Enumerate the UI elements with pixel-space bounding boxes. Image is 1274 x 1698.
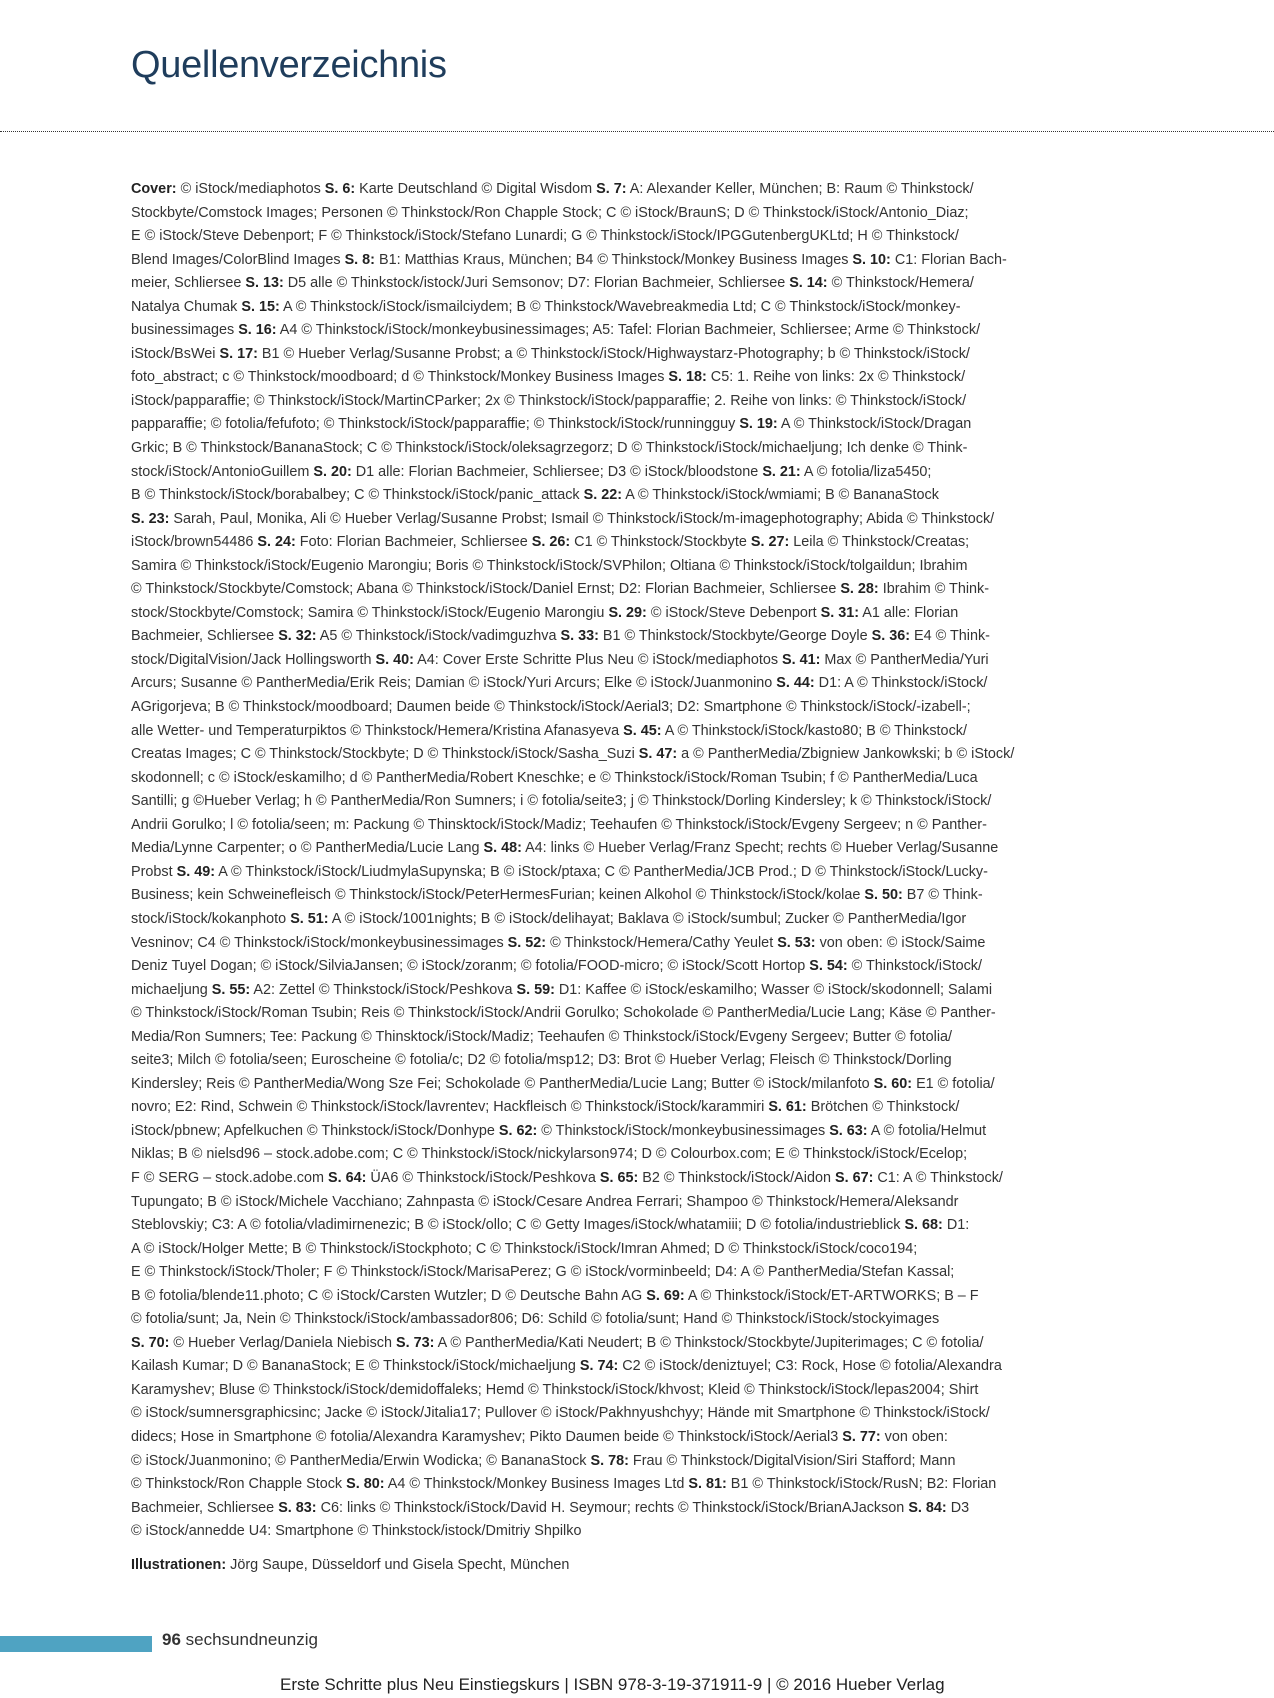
- credits-line: [131, 437, 1123, 461]
- credit-text: © Thinkstock/Hemera/: [827, 275, 974, 292]
- page-reference: S. 68:: [904, 1217, 943, 1234]
- credit-text: iStock/brown54486: [131, 534, 258, 551]
- page-reference: S. 63:: [829, 1122, 868, 1139]
- page-reference: S. 54:: [809, 958, 848, 975]
- credits-line: [131, 484, 1123, 508]
- page-reference: S. 28:: [840, 581, 879, 598]
- credits-line: [131, 932, 1123, 956]
- credit-text: Media/Lynne Carpenter; o © PantherMedia/Lucie Lang: [131, 840, 484, 857]
- credit-text: stock/Stockbyte/Comstock; Samira © Thinkstock/iStock/Eugenio Marongiu: [131, 604, 609, 621]
- page-reference: S. 8:: [344, 251, 375, 268]
- page-reference: S. 59:: [516, 981, 555, 998]
- page-reference: S. 53:: [777, 934, 816, 951]
- credit-text: Deniz Tuyel Dogan; © iStock/SilviaJansen; © iStock/zoranm; © fotolia/FOOD-micro; © iStock/Scott Hortop: [131, 958, 810, 975]
- page-reference: S. 65:: [599, 1169, 639, 1186]
- credits-line: [131, 178, 1123, 202]
- credit-text: foto_abstract; c © Thinkstock/moodboard; d © Thinkstock/Monkey Business Images: [131, 369, 669, 386]
- credit-text: C1 © Thinkstock/Stockbyte: [570, 534, 751, 551]
- credits-line: [131, 884, 1123, 908]
- credits-line: [131, 1426, 1123, 1450]
- credit-text: Creatas Images; C © Thinkstock/Stockbyte; D © Thinkstock/iStock/Sasha_Suzi: [131, 746, 639, 763]
- page-reference: S. 52:: [507, 934, 547, 951]
- credit-text: E © Thinkstock/iStock/Tholer; F © Thinkstock/iStock/MarisaPerez; G © iStock/vorminbeeld; D4: A © PantherMedia/Stefan Kassal;: [131, 1264, 955, 1281]
- page-reference: S. 40:: [375, 651, 414, 668]
- credit-text: Sarah, Paul, Monika, Ali © Hueber Verlag/Susanne Probst; Ismail © Thinkstock/iStock/m-imagephotography; Abida © Thinkstock/: [169, 510, 995, 527]
- credit-text: Karamyshev; Bluse © Thinkstock/iStock/demidoffaleks; Hemd © Thinkstock/iStock/khvost; Kleid © Thinkstock/iStock/lepas2004; Shirt: [131, 1381, 979, 1398]
- credits-line: [131, 1473, 1123, 1497]
- credit-text: Frau © Thinkstock/DigitalVision/Siri Stafford; Mann: [628, 1452, 956, 1469]
- credit-text: ÜA6 © Thinkstock/iStock/Peshkova: [366, 1169, 600, 1186]
- credit-text: alle Wetter- und Temperaturpiktos © Thinkstock/Hemera/Kristina Afanasyeva: [131, 722, 624, 739]
- credit-text: Andrii Gorulko; l © fotolia/seen; m: Packung © Thinsktock/iStock/Madiz; Teehaufen © Thinkstock/iStock/Evgeny Sergeev; n © Panther-: [131, 816, 987, 833]
- credits-line: [131, 1379, 1123, 1403]
- credits-line: [131, 1497, 1123, 1521]
- credit-text: A © iStock/1001nights; B © iStock/delihayat; Baklava © iStock/sumbul; Zucker © PantherMedia/Igor: [328, 910, 967, 927]
- credits-line: [131, 296, 1123, 320]
- page-reference: S. 74:: [579, 1358, 619, 1375]
- page-reference: S. 36:: [871, 628, 911, 645]
- credit-text: Media/Ron Sumners; Tee: Packung © Thinsktock/iStock/Madiz; Teehaufen © Thinkstock/iStock/Evgeny Sergeev; Butter © fotolia/: [131, 1028, 953, 1045]
- credit-text: B © fotolia/blende11.photo; C © iStock/Carsten Wutzler; D © Deutsche Bahn AG: [131, 1287, 647, 1304]
- credit-text: © iStock/Steve Debenport: [646, 604, 821, 621]
- credit-text: A © fotolia/liza5450;: [800, 463, 932, 480]
- illustrations-credit: [131, 1557, 569, 1573]
- page-reference: S. 13:: [245, 275, 284, 292]
- credit-text: E © iStock/Steve Debenport; F © Thinkstock/iStock/Stefano Lunardi; G © Thinkstock/iStock/IPGGutenbergUKLtd; H © Thinkstock/: [131, 228, 959, 245]
- page-reference: S. 61:: [768, 1099, 807, 1116]
- imprint-line: Erste Schritte plus Neu Einstiegskurs | ISBN 978-3-19-371911-9 | © 2016 Hueber Verlag: [280, 1675, 945, 1694]
- credit-text: A © Thinkstock/iStock/Dragan: [777, 416, 972, 433]
- credit-text: meier, Schliersee: [131, 275, 246, 292]
- credit-text: E4 © Think-: [910, 628, 990, 645]
- credit-text: D5 alle © Thinkstock/istock/Juri Semsonov; D7: Florian Bachmeier, Schliersee: [283, 275, 790, 292]
- page-reference: S. 15:: [241, 298, 280, 315]
- credit-text: Vesninov; C4 © Thinkstock/iStock/monkeybusinessimages: [131, 934, 508, 951]
- credit-text: © Thinkstock/iStock/: [847, 958, 982, 975]
- credit-text: B1: Matthias Kraus, München; B4 © Thinkstock/Monkey Business Images: [374, 251, 853, 268]
- page-reference: S. 67:: [835, 1169, 874, 1186]
- credit-text: stock/iStock/AntonioGuillem: [131, 463, 314, 480]
- credit-text: © Thinkstock/iStock/Roman Tsubin; Reis © Thinkstock/iStock/Andrii Gorulko; Schokolade © PantherMedia/Lucie Lang; Käse © Panther-: [131, 1005, 996, 1022]
- credits-line: [131, 1073, 1123, 1097]
- credit-text: C2 © iStock/deniztuyel; C3: Rock, Hose © fotolia/Alexandra: [618, 1358, 1002, 1375]
- credit-text: A1 alle: Florian: [859, 604, 959, 621]
- credit-text: A © PantherMedia/Kati Neudert; B © Thinkstock/Stockbyte/Jupiterimages; C © fotolia/: [434, 1334, 984, 1351]
- credit-text: Grkic; B © Thinkstock/BananaStock; C © Thinkstock/iStock/oleksagrzegorz; D © Thinkstock/iStock/michaeljung; Ich denke © Think-: [131, 440, 968, 457]
- credit-text: A © Thinkstock/iStock/kasto80; B © Thinkstock/: [661, 722, 967, 739]
- credit-text: A © fotolia/Helmut: [867, 1122, 987, 1139]
- credit-text: von oben: © iStock/Saime: [815, 934, 986, 951]
- credit-text: © Thinkstock/Stockbyte/Comstock; Abana © Thinkstock/iStock/Daniel Ernst; D2: Florian Bachmeier, Schliersee: [131, 581, 841, 598]
- credit-text: B1 © Thinkstock/iStock/RusN; B2: Florian: [726, 1476, 997, 1493]
- credits-line: [131, 814, 1123, 838]
- page-reference: S. 49:: [176, 863, 215, 880]
- footer-accent-bar: [0, 1636, 152, 1652]
- credits-line: [131, 979, 1123, 1003]
- credit-text: B1 © Thinkstock/Stockbyte/George Doyle: [598, 628, 872, 645]
- page-reference: S. 17:: [219, 345, 258, 362]
- credit-text: B1 © Hueber Verlag/Susanne Probst; a © Thinkstock/iStock/Highwaystarz-Photography; b © Thinkstock/iStock/: [257, 345, 970, 362]
- credit-text: stock/DigitalVision/Jack Hollingsworth: [131, 651, 376, 668]
- credit-text: AGrigorjeva; B © Thinkstock/moodboard; Daumen beide © Thinkstock/iStock/Aerial3; D2: Smartphone © Thinkstock/iStock/-izabell-;: [131, 699, 971, 716]
- credit-text: D3: [946, 1499, 970, 1516]
- credits-line: [131, 272, 1123, 296]
- dotted-divider: [0, 131, 1274, 132]
- credit-text: B © Thinkstock/iStock/borabalbey; C © Thinkstock/iStock/panic_attack: [131, 487, 584, 504]
- credit-text: Ibrahim © Think-: [878, 581, 990, 598]
- credit-text: Natalya Chumak: [131, 298, 242, 315]
- credit-text: Karte Deutschland © Digital Wisdom: [355, 181, 597, 197]
- credit-text: D1:: [942, 1217, 970, 1234]
- credits-line: [131, 767, 1123, 791]
- page-reference: S. 7:: [596, 181, 627, 197]
- credits-line: [131, 390, 1123, 414]
- credits-line: [131, 1238, 1123, 1262]
- credit-text: Niklas; B © nielsd96 – stock.adobe.com; C © Thinkstock/iStock/nickylarson974; D © Colourbox.com; E © Thinkstock/iStock/Ecelop;: [131, 1146, 968, 1163]
- credits-line: [131, 202, 1123, 226]
- credit-text: skodonnell; c © iStock/eskamilho; d © PantherMedia/Robert Kneschke; e © Thinkstock/iStock/Roman Tsubin; f © PantherMedia/Luca: [131, 769, 978, 786]
- credit-text: iStock/BsWei: [131, 345, 220, 362]
- page-reference: S. 6:: [324, 181, 356, 197]
- credit-text: a © PantherMedia/Zbigniew Jankowkski; b © iStock/: [677, 746, 1015, 763]
- credits-line: [131, 602, 1123, 626]
- credits-line: [131, 955, 1123, 979]
- credit-text: Stockbyte/Comstock Images; Personen © Thinkstock/Ron Chapple Stock; C © iStock/BraunS; D © Thinkstock/iStock/Antonio_Diaz;: [131, 204, 969, 221]
- page-reference: S. 19:: [739, 416, 778, 433]
- page-reference: S. 84:: [908, 1499, 947, 1516]
- credits-line: [131, 1049, 1123, 1073]
- credits-line: [131, 1261, 1123, 1285]
- page-number-word: sechsundneunzig: [180, 1630, 318, 1649]
- credit-text: A4: Cover Erste Schritte Plus Neu © iStock/mediaphotos: [413, 651, 783, 668]
- credit-text: A © Thinkstock/iStock/ET-ARTWORKS; B – F: [684, 1287, 979, 1304]
- credits-line: [131, 249, 1123, 273]
- page-reference: Cover:: [131, 181, 177, 197]
- page-reference: S. 78:: [590, 1452, 629, 1469]
- page-reference: S. 44:: [776, 675, 815, 692]
- credits-line: [131, 720, 1123, 744]
- credit-text: A4 © Thinkstock/iStock/monkeybusinessimages; A5: Tafel: Florian Bachmeier, Schliersee; Arme © Thinkstock/: [276, 322, 981, 339]
- credit-text: A4 © Thinkstock/Monkey Business Images Ltd: [384, 1476, 689, 1493]
- credit-text: © iStock/mediaphotos: [176, 181, 325, 197]
- credits-line: [131, 672, 1123, 696]
- page-reference: S. 29:: [608, 604, 647, 621]
- credit-text: Kindersley; Reis © PantherMedia/Wong Sze Fei; Schokolade © PantherMedia/Lucie Lang; Butter © iStock/milanfoto: [131, 1075, 874, 1092]
- page-reference: S. 64:: [327, 1169, 367, 1186]
- credit-text: michaeljung: [131, 981, 212, 998]
- credits-line: [131, 1143, 1123, 1167]
- credit-text: © iStock/sumnersgraphicsinc; Jacke © iStock/Jitalia17; Pullover © iStock/Pakhnyushchyy; Hände mit Smartphone © Thinkstock/iStock/: [131, 1405, 990, 1422]
- credit-text: stock/iStock/kokanphoto: [131, 910, 291, 927]
- illustrations-label: Illustrationen:: [131, 1557, 227, 1573]
- page-reference: S. 51:: [290, 910, 329, 927]
- credit-text: A © iStock/Holger Mette; B © Thinkstock/iStockphoto; C © Thinkstock/iStock/Imran Ahmed; D © Thinkstock/iStock/coco194;: [131, 1240, 918, 1257]
- credit-text: D1 alle: Florian Bachmeier, Schliersee; D3 © iStock/bloodstone: [351, 463, 763, 480]
- credit-text: iStock/papparaffie; © Thinkstock/iStock/MartinCParker; 2x © Thinkstock/iStock/papparaffie; 2. Reihe von links: © Thinkstock/iStock/: [131, 392, 967, 409]
- page-reference: S. 77:: [842, 1428, 881, 1445]
- credit-text: Leila © Thinkstock/Creatas;: [789, 534, 970, 551]
- page-reference: S. 60:: [873, 1075, 913, 1092]
- credits-line: [131, 555, 1123, 579]
- page-reference: S. 20:: [313, 463, 352, 480]
- credits-line: [131, 649, 1123, 673]
- page-reference: S. 81:: [688, 1476, 727, 1493]
- page-reference: S. 21:: [762, 463, 801, 480]
- credit-text: A2: Zettel © Thinkstock/iStock/Peshkova: [250, 981, 517, 998]
- credit-text: © Thinkstock/Hemera/Cathy Yeulet: [546, 934, 778, 951]
- credits-line: [131, 908, 1123, 932]
- page-reference: S. 32:: [278, 628, 317, 645]
- page-reference: S. 18:: [668, 369, 707, 386]
- credit-text: D1: Kaffee © iStock/eskamilho; Wasser © iStock/skodonnell; Salami: [554, 981, 993, 998]
- credits-line: [131, 1285, 1123, 1309]
- credit-text: seite3; Milch © fotolia/seen; Euroscheine © fotolia/c; D2 © fotolia/msp12; D3: Brot © Hueber Verlag; Fleisch © Thinkstock/Dorling: [131, 1052, 952, 1069]
- credit-text: C1: A © Thinkstock/: [873, 1169, 1003, 1186]
- page-reference: S. 22:: [583, 487, 623, 504]
- credit-text: Samira © Thinkstock/iStock/Eugenio Marongiu; Boris © Thinkstock/iStock/SVPhilon; Oltiana © Thinkstock/iStock/tolgaildun; Ibrahim: [131, 557, 968, 574]
- page-reference: S. 47:: [638, 746, 678, 763]
- page-reference: S. 10:: [852, 251, 891, 268]
- credits-line: [131, 837, 1123, 861]
- credit-text: D1: A © Thinkstock/iStock/: [814, 675, 988, 692]
- credit-text: © iStock/annedde U4: Smartphone © Thinkstock/istock/Dmitriy Shpilko: [131, 1523, 582, 1540]
- credit-text: Arcurs; Susanne © PantherMedia/Erik Reis; Damian © iStock/Yuri Arcurs; Elke © iStock/Juanmonino: [131, 675, 777, 692]
- credits-line: [131, 319, 1123, 343]
- page-reference: S. 24:: [257, 534, 296, 551]
- credit-text: © Thinkstock/iStock/monkeybusinessimages: [537, 1122, 830, 1139]
- credits-line: [131, 1332, 1123, 1356]
- credits-line: [131, 625, 1123, 649]
- illustrations-text: Jörg Saupe, Düsseldorf und Gisela Specht, München: [226, 1557, 570, 1573]
- credits-line: [131, 1026, 1123, 1050]
- page-reference: S. 27:: [750, 534, 790, 551]
- credits-line: [131, 225, 1123, 249]
- credit-text: didecs; Hose in Smartphone © fotolia/Alexandra Karamyshev; Pikto Daumen beide © Thinkstock/iStock/Aerial3: [131, 1428, 843, 1445]
- credits-line: [131, 1214, 1123, 1238]
- credits-text: [131, 178, 1123, 1544]
- credits-line: [131, 1167, 1123, 1191]
- credit-text: C6: links © Thinkstock/iStock/David H. Seymour; rechts © Thinkstock/iStock/BrianAJackson: [316, 1499, 909, 1516]
- credit-text: A: Alexander Keller, München; B: Raum © Thinkstock/: [626, 181, 974, 197]
- credit-text: A © Thinkstock/iStock/wmiami; B © BananaStock: [622, 487, 939, 504]
- credit-text: A5 © Thinkstock/iStock/vadimguzhva: [316, 628, 561, 645]
- credits-line: [131, 1002, 1123, 1026]
- credits-line: [131, 1450, 1123, 1474]
- page-number: [162, 1630, 318, 1650]
- credits-line: [131, 790, 1123, 814]
- credits-line: [131, 461, 1123, 485]
- credit-text: businessimages: [131, 322, 239, 339]
- page-reference: S. 48:: [483, 840, 522, 857]
- credits-line: [131, 743, 1123, 767]
- credit-text: Blend Images/ColorBlind Images: [131, 251, 345, 268]
- credit-text: Probst: [131, 863, 177, 880]
- credits-line: [131, 1308, 1123, 1332]
- page-reference: S. 26:: [531, 534, 571, 551]
- credit-text: Bachmeier, Schliersee: [131, 628, 279, 645]
- credit-text: Steblovskiy; C3: A © fotolia/vladimirnenezic; B © iStock/ollo; C © Getty Images/iStock/whatamiii; D © fotolia/industrieblick: [131, 1217, 905, 1234]
- credits-line: [131, 508, 1123, 532]
- credit-text: von oben:: [880, 1428, 948, 1445]
- credits-line: [131, 413, 1123, 437]
- credit-text: novro; E2: Rind, Schwein © Thinkstock/iStock/lavrentev; Hackfleisch © Thinkstock/iStock/karammiri: [131, 1099, 769, 1116]
- page-reference: S. 33:: [560, 628, 599, 645]
- credit-text: iStock/pbnew; Apfelkuchen © Thinkstock/iStock/Donhype: [131, 1122, 499, 1139]
- page-reference: S. 69:: [646, 1287, 685, 1304]
- credit-text: A4: links © Hueber Verlag/Franz Specht; rechts © Hueber Verlag/Susanne: [521, 840, 999, 857]
- page-reference: S. 62:: [498, 1122, 538, 1139]
- page-reference: S. 70:: [131, 1334, 170, 1351]
- credit-text: Tupungato; B © iStock/Michele Vacchiano; Zahnpasta © iStock/Cesare Andrea Ferrari; Shampoo © Thinkstock/Hemera/Aleksandr: [131, 1193, 959, 1210]
- credit-text: E1 © fotolia/: [912, 1075, 995, 1092]
- credit-text: C1: Florian Bach-: [890, 251, 1007, 268]
- credits-line: [131, 1096, 1123, 1120]
- credit-text: A © Thinkstock/iStock/LiudmylaSupynska; B © iStock/ptaxa; C © PantherMedia/JCB Prod.; D © Thinkstock/iStock/Lucky-: [215, 863, 988, 880]
- credit-text: Brötchen © Thinkstock/: [806, 1099, 960, 1116]
- credits-line: [131, 1120, 1123, 1144]
- page-title: Quellenverzeichnis: [131, 44, 447, 86]
- credits-line: [131, 861, 1123, 885]
- page-reference: S. 23:: [131, 510, 170, 527]
- credit-text: C5: 1. Reihe von links: 2x © Thinkstock/: [706, 369, 966, 386]
- credit-text: © Hueber Verlag/Daniela Niebisch: [169, 1334, 396, 1351]
- credit-text: F © SERG – stock.adobe.com: [131, 1169, 328, 1186]
- credit-text: Bachmeier, Schliersee: [131, 1499, 279, 1516]
- credits-line: [131, 343, 1123, 367]
- credit-text: © Thinkstock/Ron Chapple Stock: [131, 1476, 347, 1493]
- credits-line: [131, 696, 1123, 720]
- credit-text: © iStock/Juanmonino; © PantherMedia/Erwin Wodicka; © BananaStock: [131, 1452, 591, 1469]
- credits-line: [131, 578, 1123, 602]
- page-number-digits: 96: [162, 1630, 181, 1649]
- credits-line: [131, 1402, 1123, 1426]
- credits-line: [131, 1520, 1123, 1544]
- page-reference: S. 55:: [211, 981, 251, 998]
- credit-text: © fotolia/sunt; Ja, Nein © Thinkstock/iStock/ambassador806; D6: Schild © fotolia/sunt; Hand © Thinkstock/iStock/stockyimages: [131, 1311, 940, 1328]
- credit-text: Kailash Kumar; D © BananaStock; E © Thinkstock/iStock/michaeljung: [131, 1358, 580, 1375]
- page-reference: S. 80:: [346, 1476, 385, 1493]
- page-reference: S. 45:: [623, 722, 662, 739]
- credit-text: Max © PantherMedia/Yuri: [820, 651, 989, 668]
- credit-text: Santilli; g ©Hueber Verlag; h © PantherMedia/Ron Sumners; i © fotolia/seite3; j © Thinkstock/Dorling Kindersley; k © Thinkstock/iStock/: [131, 793, 992, 810]
- credit-text: Foto: Florian Bachmeier, Schliersee: [295, 534, 532, 551]
- page-reference: S. 50:: [864, 887, 903, 904]
- page-reference: S. 41:: [782, 651, 821, 668]
- credits-line: [131, 1191, 1123, 1215]
- page-reference: S. 73:: [396, 1334, 435, 1351]
- page-reference: S. 83:: [278, 1499, 317, 1516]
- page-reference: S. 16:: [238, 322, 277, 339]
- credits-line: [131, 366, 1123, 390]
- credit-text: A © Thinkstock/iStock/ismailciydem; B © Thinkstock/Wavebreakmedia Ltd; C © Thinkstock/iStock/monkey-: [279, 298, 961, 315]
- page-reference: S. 14:: [789, 275, 828, 292]
- credits-line: [131, 531, 1123, 555]
- credit-text: papparaffie; © fotolia/fefufoto; © Thinkstock/iStock/papparaffie; © Thinkstock/iStock/runningguy: [131, 416, 740, 433]
- credit-text: Business; kein Schweinefleisch © Thinkstock/iStock/PeterHermesFurian; keinen Alkohol © Thinkstock/iStock/kolae: [131, 887, 865, 904]
- credits-line: [131, 1355, 1123, 1379]
- credit-text: B2 © Thinkstock/iStock/Aidon: [638, 1169, 835, 1186]
- page-reference: S. 31:: [820, 604, 860, 621]
- credit-text: B7 © Think-: [902, 887, 983, 904]
